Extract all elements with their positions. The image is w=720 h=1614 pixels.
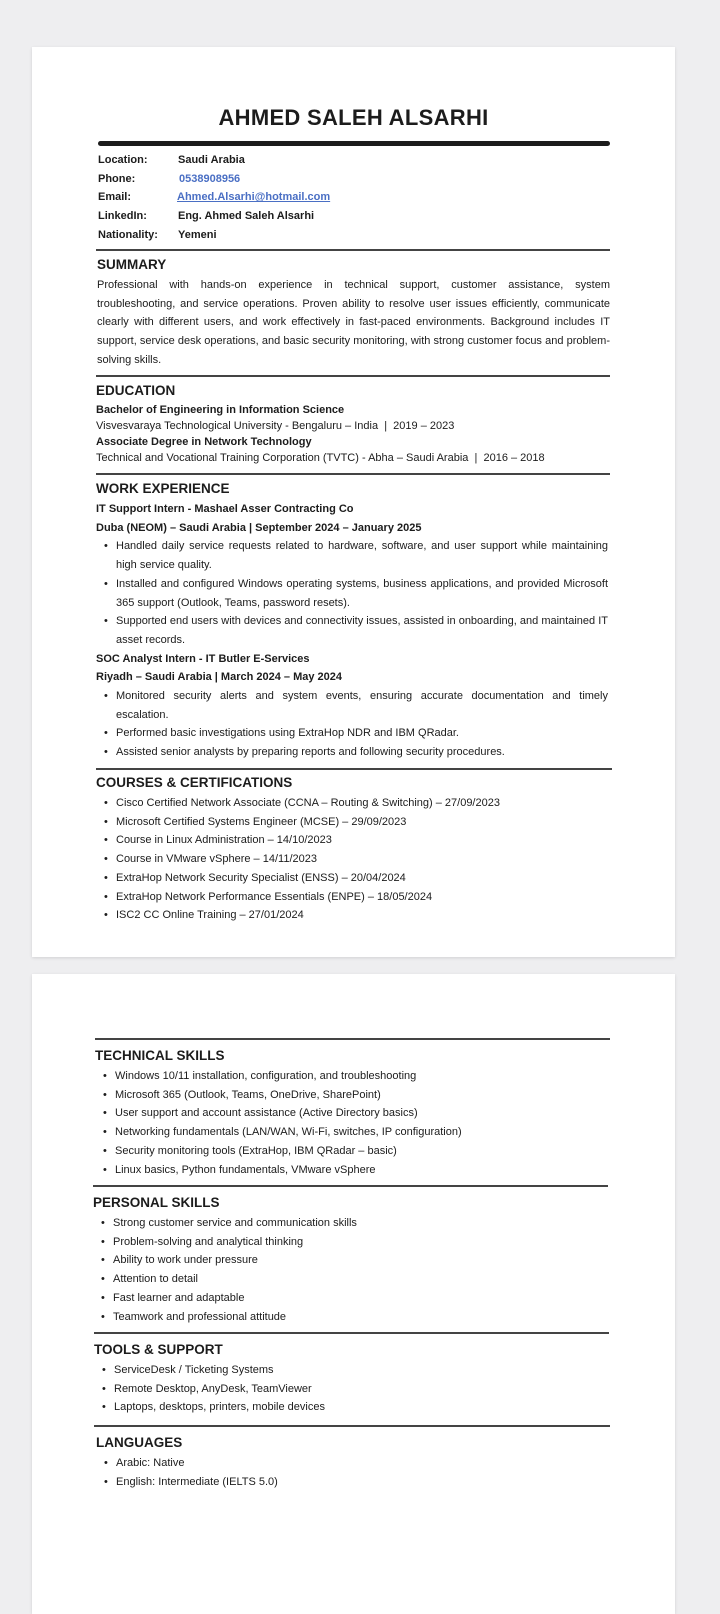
job-meta: Riyadh – Saudi Arabia | March 2024 – May 2024: [96, 671, 343, 684]
course-item: • Cisco Certified Network Associate (CCNA – Routing & Switching) – 27/09/2023: [96, 794, 608, 813]
courses-section: [96, 774, 608, 925]
skill-item: • Linux basics, Python fundamentals, VMware vSphere: [95, 1161, 607, 1180]
languages-section: [96, 1434, 608, 1491]
nationality-value: Yemeni: [178, 228, 217, 241]
section-divider: [94, 1332, 609, 1334]
job-bullet: • Handled daily service requests related to hardware, software, and user support while maintaining high service quality.: [96, 537, 608, 574]
skill-item: • Windows 10/11 installation, configuration, and troubleshooting: [95, 1067, 607, 1086]
tools-section: [94, 1341, 606, 1417]
section-heading: TOOLS & SUPPORT: [94, 1342, 223, 1357]
degree-detail: Technical and Vocational Training Corporation (TVTC) - Abha – Saudi Arabia | 2016 – 2018: [96, 452, 545, 464]
work-section: [96, 480, 608, 762]
email-link[interactable]: Ahmed.Alsarhi@hotmail.com: [177, 191, 331, 204]
skill-item: • Microsoft 365 (Outlook, Teams, OneDrive, SharePoint): [95, 1086, 607, 1105]
language-item: • Arabic: Native: [96, 1454, 608, 1473]
course-item: • ExtraHop Network Security Specialist (ENSS) – 20/04/2024: [96, 869, 608, 888]
skill-item: • Attention to detail: [93, 1270, 605, 1289]
phone-link[interactable]: 0538908956: [179, 172, 241, 185]
contact-label: Phone:: [98, 172, 136, 185]
skill-item: • Fast learner and adaptable: [93, 1289, 605, 1308]
summary-section: [97, 256, 610, 370]
resume-page-1: [32, 47, 675, 957]
section-divider: [96, 249, 610, 251]
job-meta: Duba (NEOM) – Saudi Arabia | September 2024 – January 2025: [96, 521, 422, 534]
header-divider: [98, 141, 610, 146]
degree-detail: Visvesvaraya Technological University - Bengaluru – India | 2019 – 2023: [96, 420, 455, 432]
section-heading: TECHNICAL SKILLS: [95, 1048, 225, 1063]
section-heading: EDUCATION: [96, 383, 176, 398]
education-section: [96, 382, 610, 466]
tool-item: • ServiceDesk / Ticketing Systems: [94, 1361, 606, 1380]
candidate-name: AHMED SALEH ALSARHI: [218, 105, 489, 130]
skill-item: • Problem-solving and analytical thinking: [93, 1233, 605, 1252]
skill-item: • Teamwork and professional attitude: [93, 1308, 605, 1327]
job-bullet: • Installed and configured Windows operating systems, business applications, and provided Microsoft 365 support (Outlook, Teams, password resets).: [96, 575, 608, 612]
section-divider: [94, 1425, 610, 1427]
skill-item: • Security monitoring tools (ExtraHop, IBM QRadar – basic): [95, 1142, 607, 1161]
degree-title: Associate Degree in Network Technology: [96, 436, 312, 448]
skill-item: • Networking fundamentals (LAN/WAN, Wi-Fi, switches, IP configuration): [95, 1123, 607, 1142]
technical-skills-section: [95, 1047, 607, 1179]
course-item: • Course in Linux Administration – 14/10/2023: [96, 831, 608, 850]
contact-label: LinkedIn:: [98, 210, 147, 223]
tool-item: • Laptops, desktops, printers, mobile devices: [94, 1398, 606, 1417]
job-bullet: • Monitored security alerts and system events, ensuring accurate documentation and timely escalation.: [96, 687, 608, 724]
section-divider: [96, 375, 610, 377]
course-item: • Microsoft Certified Systems Engineer (MCSE) – 29/09/2023: [96, 813, 608, 832]
section-heading: LANGUAGES: [96, 1435, 183, 1450]
tool-item: • Remote Desktop, AnyDesk, TeamViewer: [94, 1380, 606, 1399]
section-heading: SUMMARY: [97, 257, 167, 272]
skill-item: • Strong customer service and communication skills: [93, 1214, 605, 1233]
job-bullet: • Performed basic investigations using ExtraHop NDR and IBM QRadar.: [96, 724, 608, 743]
degree-title: Bachelor of Engineering in Information Science: [96, 404, 345, 416]
course-item: • ExtraHop Network Performance Essentials (ENPE) – 18/05/2024: [96, 888, 608, 907]
job-role: IT Support Intern - Mashael Asser Contracting Co: [96, 503, 354, 515]
location-value: Saudi Arabia: [178, 154, 245, 166]
section-divider: [93, 1185, 608, 1187]
personal-skills-section: [93, 1194, 605, 1326]
skill-item: • User support and account assistance (Active Directory basics): [95, 1104, 607, 1123]
section-heading: COURSES & CERTIFICATIONS: [96, 775, 293, 790]
language-item: • English: Intermediate (IELTS 5.0): [96, 1473, 608, 1492]
job-bullet: • Supported end users with devices and connectivity issues, assisted in onboarding, and maintained IT asset records.: [96, 612, 608, 649]
skill-item: • Ability to work under pressure: [93, 1251, 605, 1270]
section-divider: [96, 768, 612, 770]
contact-label: Email:: [98, 191, 132, 204]
linkedin-value: Eng. Ahmed Saleh Alsarhi: [178, 210, 315, 223]
course-item: • ISC2 CC Online Training – 27/01/2024: [96, 906, 608, 925]
summary-text: Professional with hands-on experience in technical support, customer assistance, system troubleshooting, and service operations. Proven ability to resolve user issues efficiently, communicate clearly with different users, and work effectively in fast-paced environments. Background includes IT support, service desk operations, and basic security monitoring, with strong customer focus and problem-solving skills.: [97, 279, 610, 366]
contact-label: Nationality:: [98, 228, 158, 241]
contact-info: [98, 151, 330, 245]
section-heading: WORK EXPERIENCE: [96, 481, 230, 496]
resume-page-2: [32, 974, 675, 1614]
job-role: SOC Analyst Intern - IT Butler E-Services: [96, 652, 310, 665]
contact-label: Location:: [98, 154, 148, 166]
course-item: • Course in VMware vSphere – 14/11/2023: [96, 850, 608, 869]
section-heading: PERSONAL SKILLS: [93, 1195, 220, 1210]
section-divider: [95, 1038, 610, 1040]
job-bullet: • Assisted senior analysts by preparing reports and following security procedures.: [96, 743, 608, 762]
section-divider: [96, 473, 610, 475]
